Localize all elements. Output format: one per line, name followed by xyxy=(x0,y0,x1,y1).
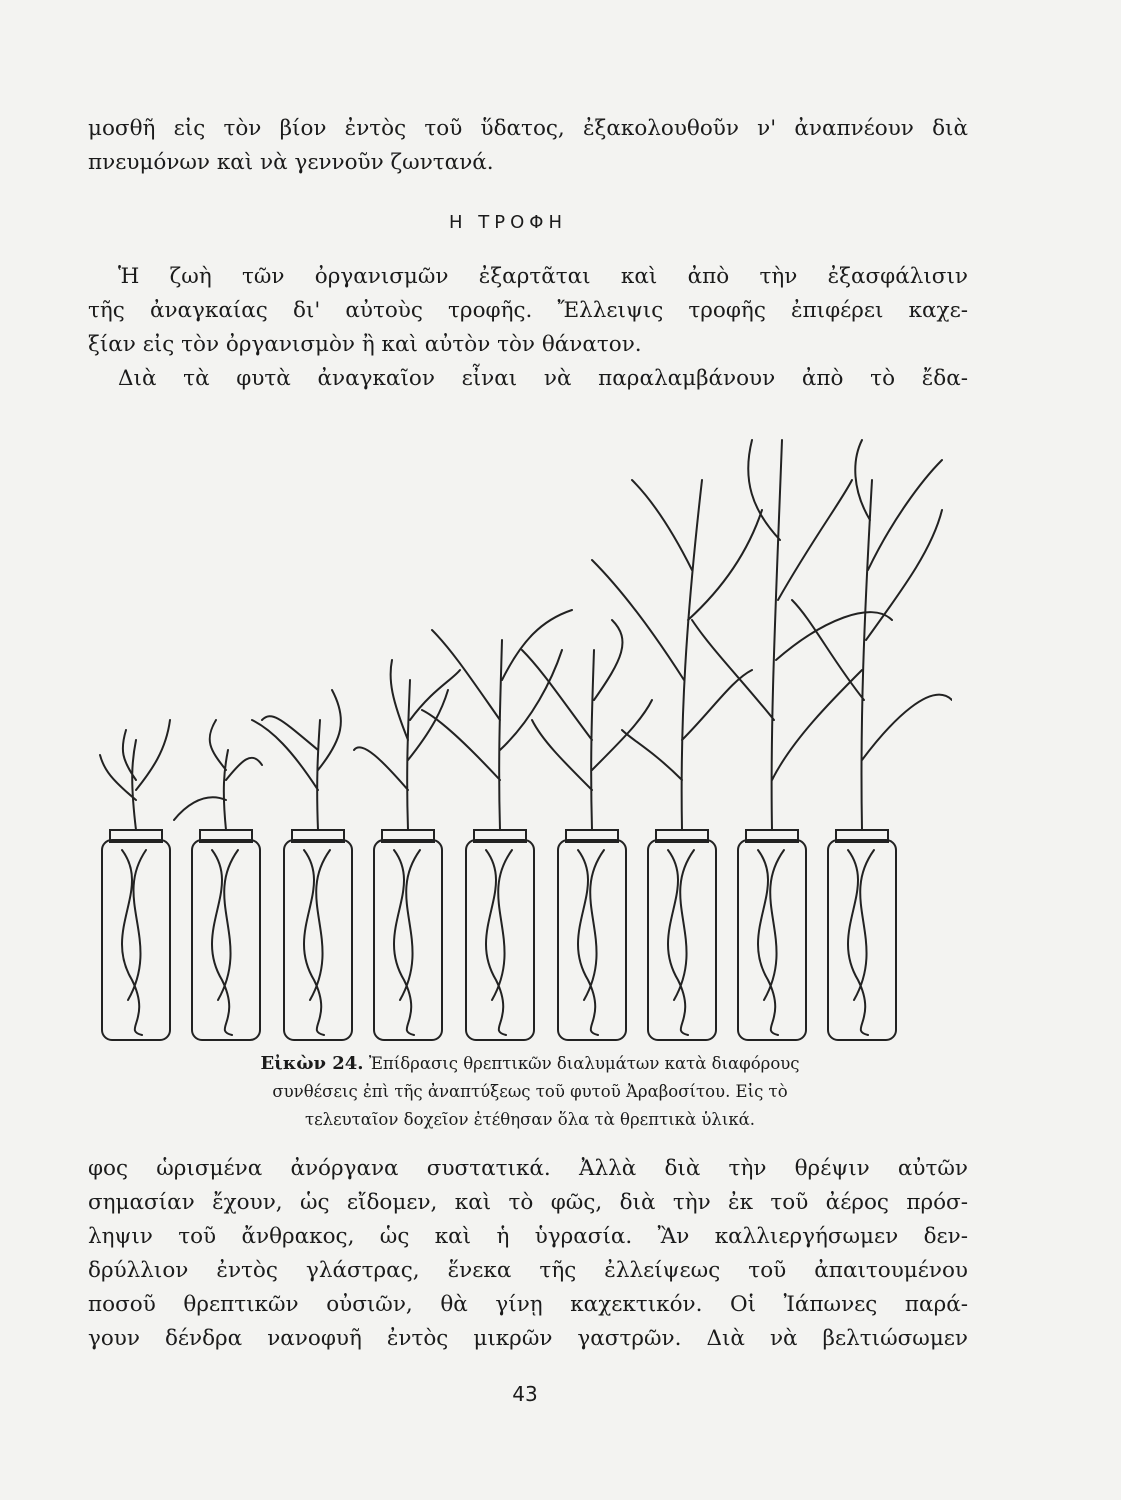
text-line: δρύλλιον ἐντὸς γλάστρας, ἕνεκα τῆς ἐλλείψεως τοῦ ἀπαιτουμένου xyxy=(88,1258,968,1283)
paragraph-nutrition xyxy=(88,260,968,396)
top-paragraph xyxy=(88,112,968,180)
test-tube-3 xyxy=(252,690,352,1040)
text-line: πνευμόνων καὶ νὰ γεννοῦν ζωντανά. xyxy=(88,150,494,175)
caption-label: Εἰκὼν 24. xyxy=(260,1053,364,1074)
text-line: ξίαν εἰς τὸν ὀργανισμὸν ἢ καὶ αὐτὸν τὸν θάνατον. xyxy=(88,332,642,357)
text-line: μοσθῆ εἰς τὸν βίον ἐντὸς τοῦ ὕδατος, ἐξακολουθοῦν ν' ἀναπνέουν διὰ xyxy=(88,116,968,141)
test-tube-2 xyxy=(174,720,262,1040)
page-number: 43 xyxy=(512,1382,538,1406)
test-tube-7 xyxy=(592,480,762,1040)
test-tube-9 xyxy=(792,440,952,1040)
text-line: σημασίαν ἔχουν, ὡς εἴδομεν, καὶ τὸ φῶς, διὰ τὴν ἐκ τοῦ ἀέρος πρόσ- xyxy=(88,1190,968,1215)
section-heading: Η ΤΡΟΦΗ xyxy=(449,212,567,233)
caption-line: συνθέσεις ἐπὶ τῆς ἀναπτύξεως τοῦ φυτοῦ Ἀραβοσίτου. Εἰς τὸ xyxy=(272,1082,788,1101)
paragraph-continued xyxy=(88,1152,968,1356)
text-line: ληψιν τοῦ ἄνθρακος, ὡς καὶ ἡ ὑγρασία. Ἂν καλλιεργήσωμεν δεν- xyxy=(88,1224,968,1249)
text-line: γουν δένδρα νανοφυῆ ἐντὸς μικρῶν γαστρῶν. Διὰ νὰ βελτιώσωμεν xyxy=(88,1326,968,1351)
figure-caption xyxy=(110,1050,950,1134)
test-tube-4 xyxy=(354,660,460,1040)
caption-text: Ἐπίδρασις θρεπτικῶν διαλυμάτων κατὰ διαφόρους xyxy=(368,1054,800,1073)
test-tube-5 xyxy=(422,610,572,1040)
text-line: φος ὡρισμένα ἀνόργανα συστατικά. Ἀλλὰ διὰ τὴν θρέψιν αὐτῶν xyxy=(88,1156,968,1181)
text-line: τῆς ἀναγκαίας δι' αὐτοὺς τροφῆς. Ἔλλειψις τροφῆς ἐπιφέρει καχε- xyxy=(88,298,968,323)
test-tube-1 xyxy=(100,720,170,1040)
text-line: Διὰ τὰ φυτὰ ἀναγκαῖον εἶναι νὰ παραλαμβάνουν ἀπὸ τὸ ἔδα- xyxy=(118,366,968,391)
caption-line: τελευταῖον δοχεῖον ἐτέθησαν ὅλα τὰ θρεπτικὰ ὑλικά. xyxy=(304,1110,756,1129)
corn-plants-figure xyxy=(92,420,952,1050)
test-tube-6 xyxy=(522,620,652,1040)
text-line: ποσοῦ θρεπτικῶν οὐσιῶν, θὰ γίνῃ καχεκτικόν. Οἱ Ἰάπωνες παρά- xyxy=(88,1292,968,1317)
text-line: Ἡ ζωὴ τῶν ὀργανισμῶν ἐξαρτᾶται καὶ ἀπὸ τὴν ἐξασφάλισιν xyxy=(118,264,968,289)
caption-line xyxy=(260,1054,799,1073)
